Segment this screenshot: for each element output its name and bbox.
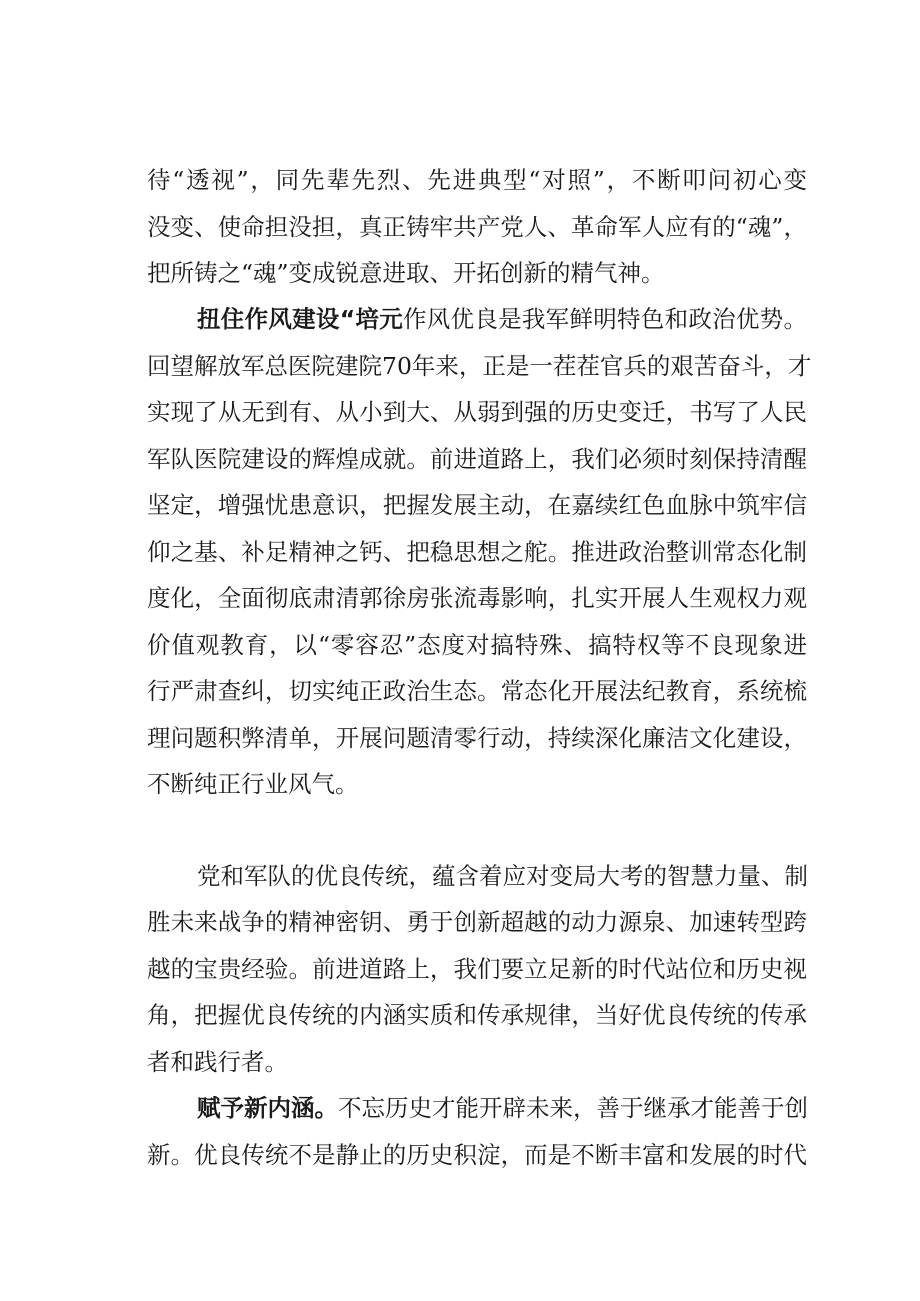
text-line: 回望解放军总医院建院70年来，正是一茬茬官兵的艰苦奋斗，才 <box>147 352 812 380</box>
text-line: 度化，全面彻底肃清郭徐房张流毒影响，扎实开展人生观权力观 <box>147 584 807 612</box>
text-span: 作风优良是我军鲜明特色和政治优势。 <box>402 305 807 333</box>
text-line: 行严肃查纠，切实纯正政治生态。常态化开展法纪教育，系统梳 <box>147 677 807 705</box>
text-line: 仰之基、补足精神之钙、把稳思想之舵。推进政治整训常态化制 <box>147 538 807 566</box>
text-line: 价值观教育，以“零容忍”态度对搞特殊、搞特权等不良现象进 <box>147 631 807 659</box>
text-line: 把所铸之“魂”变成锐意进取、开拓创新的精气神。 <box>147 259 665 287</box>
text-span: 不忘历史才能开辟未来，善于继承才能善于创 <box>338 1094 808 1122</box>
text-line: 越的宝贵经验。前进道路上，我们要立足新的时代站位和历史视 <box>147 955 807 983</box>
text-line: 新。优良传统不是静止的历史积淀，而是不断丰富和发展的时代 <box>147 1141 807 1169</box>
text-line: 者和践行者。 <box>147 1048 288 1076</box>
paragraph-first-line <box>197 1093 807 1123</box>
section-heading: 扭住作风建设“培元 <box>197 305 403 333</box>
text-line: 不断纯正行业风气。 <box>147 770 359 798</box>
text-line: 待“透视”，同先辈先烈、先进典型“对照”，不断叩问初心变 <box>147 166 807 194</box>
text-line: 党和军队的优良传统，蕴含着应对变局大考的智慧力量、制 <box>197 862 808 890</box>
text-line: 军队医院建设的辉煌成就。前进道路上，我们必须时刻保持清醒 <box>147 445 807 473</box>
text-line: 角，把握优良传统的内涵实质和传承规律，当好优良传统的传承 <box>147 1001 807 1029</box>
text-line: 胜未来战争的精神密钥、勇于创新超越的动力源泉、加速转型跨 <box>147 908 807 936</box>
text-line: 坚定，增强忧患意识，把握发展主动，在嘉续红色血脉中筑牢信 <box>147 491 807 519</box>
section-heading: 赋予新内涵。 <box>197 1094 338 1122</box>
text-line: 实现了从无到有、从小到大、从弱到强的历史变迁，书写了人民 <box>147 398 807 426</box>
text-line: 没变、使命担没担，真正铸牢共产党人、革命军人应有的“魂”， <box>147 213 807 241</box>
text-line: 理问题积弊清单，开展问题清零行动，持续深化廉洁文化建设， <box>147 724 807 752</box>
paragraph-first-line <box>197 304 807 334</box>
